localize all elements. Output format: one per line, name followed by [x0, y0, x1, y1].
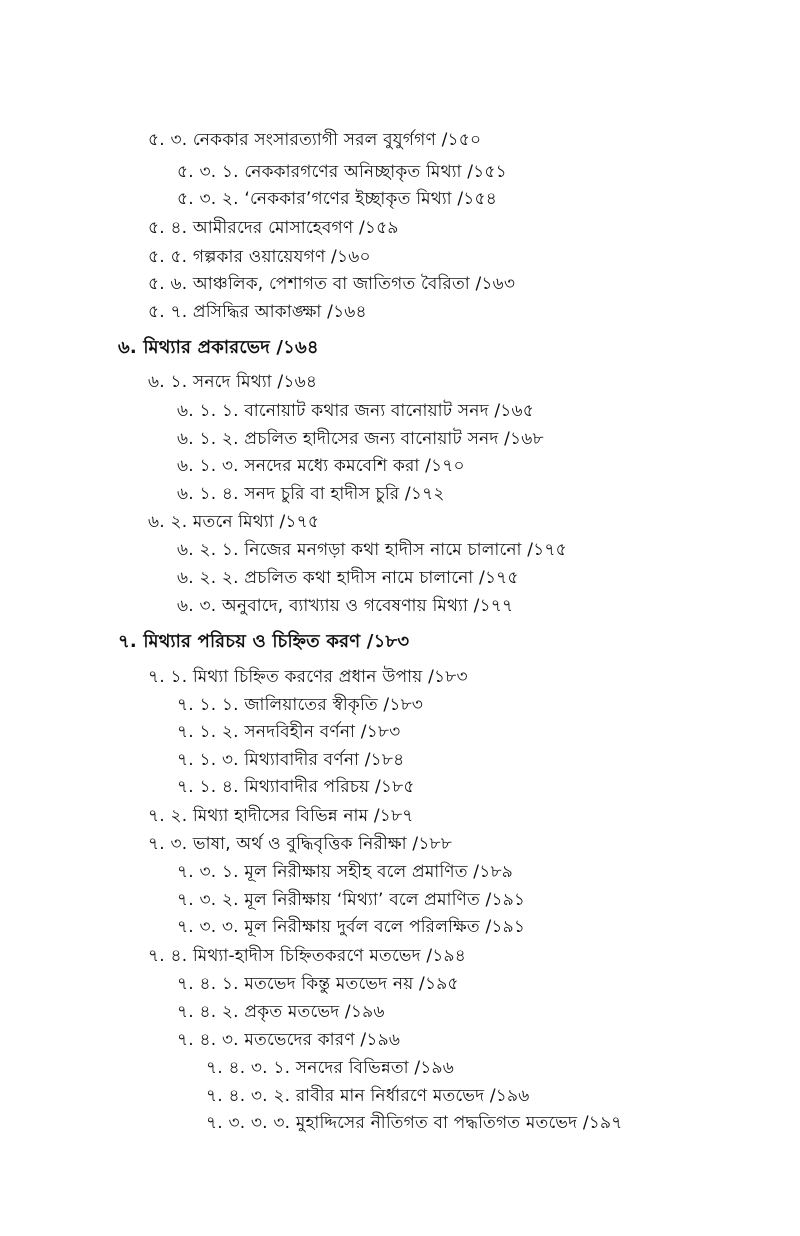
toc-entry: ৭. ২. মিথ্যা হাদীসের বিভিন্ন নাম /১৮৭ — [148, 806, 414, 826]
toc-entry: ৭. ৩. ৩. মূল নিরীক্ষায় দুর্বল বলে পরিলক্ষিত /১৯১ — [177, 917, 526, 937]
toc-entry: ৭. ১. ৩. মিথ্যাবাদীর বর্ণনা /১৮৪ — [177, 750, 405, 770]
toc-entry: ৫. ৬. আঞ্চলিক, পেশাগত বা জাতিগত বৈরিতা /১৬৩ — [148, 274, 516, 294]
toc-entry: ৭. ৪. মিথ্যা-হাদীস চিহ্নিতকরণে মতভেদ /১৯৪ — [148, 946, 467, 966]
toc-entry: ৭. ৪. ২. প্রকৃত মতভেদ /১৯৬ — [177, 1002, 385, 1022]
toc-entry: ৬. ২. ১. নিজের মনগড়া কথা হাদীস নামে চালানো /১৭৫ — [177, 540, 567, 560]
toc-entry: ৬. ১. সনদে মিথ্যা /১৬৪ — [148, 372, 318, 392]
toc-entry: ৬. ২. মতনে মিথ্যা /১৭৫ — [148, 512, 320, 532]
toc-entry: ৬. ১. ৩. সনদের মধ্যে কমবেশি করা /১৭০ — [177, 456, 465, 476]
toc-entry: ৭. ৪. ৩. ১. সনদের বিভিন্নতা /১৯৬ — [206, 1058, 454, 1078]
toc-entry: ৭. ৩. ১. মূল নিরীক্ষায় সহীহ বলে প্রমাণিত /১৮৯ — [177, 862, 513, 882]
toc-entry: ৫. ৩. ১. নেককারগণের অনিচ্ছাকৃত মিথ্যা /১৫১ — [177, 162, 507, 182]
toc-chapter-heading: ৭. মিথ্যার পরিচয় ও চিহ্নিত করণ /১৮৩ — [118, 631, 410, 652]
toc-entry: ৬. ২. ২. প্রচলিত কথা হাদীস নামে চালানো /১৭৫ — [177, 568, 519, 588]
toc-entry: ৭. ৩. ৩. ৩. মুহাদ্দিসের নীতিগত বা পদ্ধতিগত মতভেদ /১৯৭ — [206, 1113, 623, 1133]
toc-entry: ৫. ৪. আমীরদের মোসাহেবগণ /১৫৯ — [148, 218, 399, 238]
toc-entry: ৬. ৩. অনুবাদে, ব্যাখ্যায় ও গবেষণায় মিথ্যা /১৭৭ — [177, 596, 514, 616]
toc-entry: ৭. ১. ২. সনদবিহীন বর্ণনা /১৮৩ — [177, 722, 401, 742]
toc-entry: ৭. ৪. ৩. ২. রাবীর মান নির্ধারণে মতভেদ /১৯৬ — [206, 1086, 530, 1106]
toc-entry: ৬. ১. ৪. সনদ চুরি বা হাদীস চুরি /১৭২ — [177, 484, 445, 504]
toc-entry: ৬. ১. ২. প্রচলিত হাদীসের জন্য বানোয়াট সনদ /১৬৮ — [177, 429, 544, 449]
toc-entry: ৫. ৩. নেককার সংসারত্যাগী সরল বুযুর্গগণ /১৫০ — [148, 130, 482, 150]
toc-entry: ৭. ৪. ১. মতভেদ কিন্তু মতভেদ নয় /১৯৫ — [177, 974, 459, 994]
toc-entry: ৫. ৫. গল্পকার ওয়ায়েযগণ /১৬০ — [148, 247, 371, 267]
toc-entry: ৭. ৩. ২. মূল নিরীক্ষায় ‘মিথ্যা’ বলে প্রমাণিত /১৯১ — [177, 890, 526, 910]
toc-chapter-heading: ৬. মিথ্যার প্রকারভেদ /১৬৪ — [118, 337, 319, 358]
toc-entry: ৫. ৭. প্রসিদ্ধির আকাঙ্ক্ষা /১৬৪ — [148, 302, 367, 322]
toc-entry: ৬. ১. ১. বানোয়াট কথার জন্য বানোয়াট সনদ /১৬৫ — [177, 401, 534, 421]
toc-entry: ৭. ৩. ভাষা, অর্থ ও বুদ্ধিবৃত্তিক নিরীক্ষা /১৮৮ — [148, 834, 453, 854]
toc-entry: ৭. ৪. ৩. মতভেদের কারণ /১৯৬ — [177, 1030, 401, 1050]
toc-entry: ৫. ৩. ২. ‘নেককার’গণের ইচ্ছাকৃত মিথ্যা /১৫৪ — [177, 189, 498, 209]
toc-entry: ৭. ১. ৪. মিথ্যাবাদীর পরিচয় /১৮৫ — [177, 777, 415, 797]
toc-entry: ৭. ১. মিথ্যা চিহ্নিত করণের প্রধান উপায় /১৮৩ — [148, 667, 468, 687]
toc-entry: ৭. ১. ১. জালিয়াতের স্বীকৃতি /১৮৩ — [177, 695, 424, 715]
